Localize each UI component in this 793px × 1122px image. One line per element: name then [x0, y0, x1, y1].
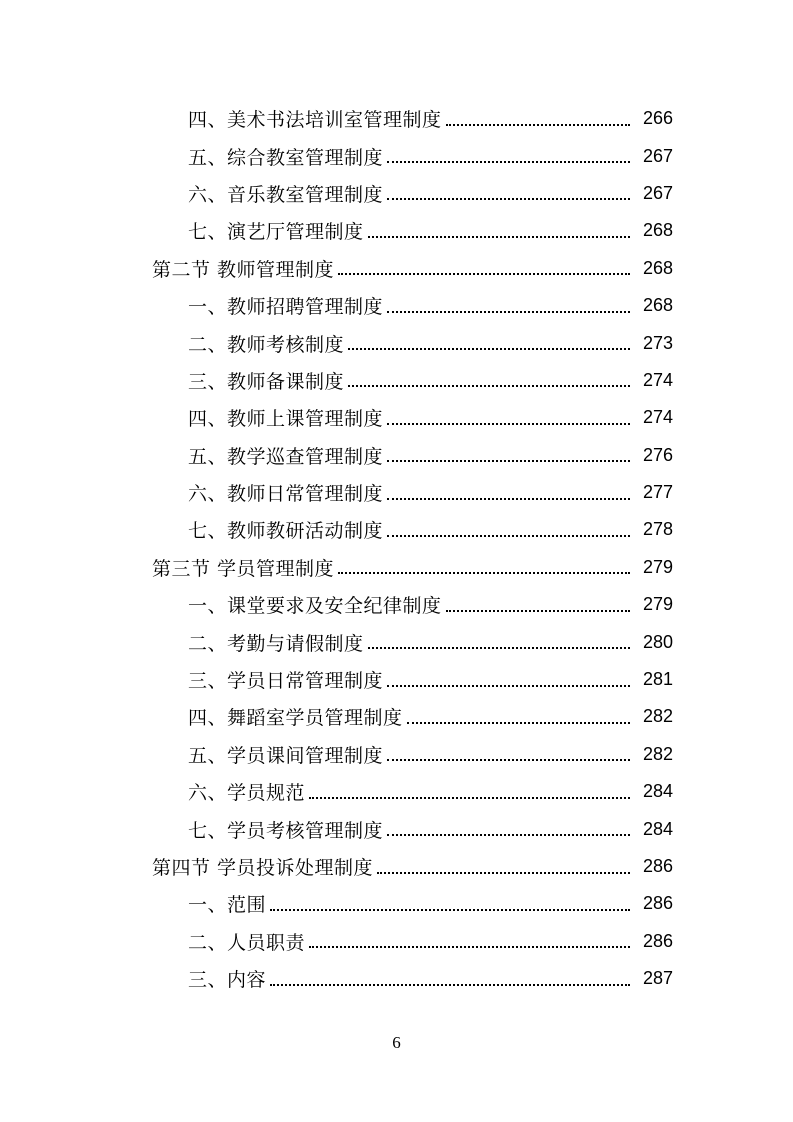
toc-dot-leader — [387, 685, 630, 687]
toc-entry-page: 279 — [642, 556, 673, 577]
toc-dot-leader — [309, 946, 630, 948]
toc-subsection-entry[interactable] — [0, 362, 793, 399]
toc-entry-label: 四、舞蹈室学员管理制度 — [188, 707, 403, 730]
toc-subsection-entry[interactable] — [0, 923, 793, 960]
toc-entry-page: 273 — [642, 332, 673, 353]
toc-entry-label: 二、考勤与请假制度 — [188, 632, 364, 655]
toc-entry-label: 第三节 学员管理制度 — [152, 557, 335, 580]
toc-subsection-entry[interactable] — [0, 885, 793, 922]
toc-entry-page: 284 — [642, 781, 673, 802]
toc-entry-label: 第二节 教师管理制度 — [152, 258, 335, 281]
toc-dot-leader — [387, 834, 630, 836]
toc-subsection-entry[interactable] — [0, 960, 793, 997]
toc-subsection-entry[interactable] — [0, 287, 793, 324]
toc-entry-page: 284 — [642, 818, 673, 839]
toc-subsection-entry[interactable] — [0, 175, 793, 212]
toc-dot-leader — [377, 872, 630, 874]
toc-subsection-entry[interactable] — [0, 437, 793, 474]
toc-subsection-entry[interactable] — [0, 623, 793, 660]
toc-entry-label: 三、教师备课制度 — [188, 370, 345, 393]
toc-entry-page: 274 — [642, 407, 673, 428]
toc-dot-leader — [387, 198, 630, 200]
toc-entry-page: 268 — [642, 295, 673, 316]
toc-dot-leader — [387, 423, 630, 425]
toc-entry-label: 五、综合教室管理制度 — [188, 146, 384, 169]
toc-dot-leader — [270, 984, 630, 986]
toc-entry-page: 280 — [642, 631, 673, 652]
toc-entry-label: 三、学员日常管理制度 — [188, 670, 384, 693]
table-of-contents — [0, 100, 793, 997]
toc-dot-leader — [387, 535, 630, 537]
toc-dot-leader — [270, 909, 630, 911]
toc-entry-page: 278 — [642, 519, 673, 540]
toc-subsection-entry[interactable] — [0, 736, 793, 773]
toc-subsection-entry[interactable] — [0, 661, 793, 698]
toc-section-entry[interactable] — [0, 549, 793, 586]
toc-entry-page: 286 — [642, 856, 673, 876]
toc-dot-leader — [387, 161, 630, 163]
toc-entry-label: 二、人员职责 — [188, 931, 306, 954]
toc-entry-label: 六、学员规范 — [188, 782, 306, 805]
toc-entry-label: 六、教师日常管理制度 — [188, 483, 384, 506]
toc-entry-page: 287 — [642, 968, 673, 989]
toc-entry-label: 一、课堂要求及安全纪律制度 — [188, 595, 442, 618]
toc-subsection-entry[interactable] — [0, 137, 793, 174]
toc-dot-leader — [407, 722, 630, 724]
toc-entry-page: 286 — [642, 893, 673, 914]
toc-subsection-entry[interactable] — [0, 773, 793, 810]
toc-entry-page: 276 — [642, 444, 673, 465]
toc-subsection-entry[interactable] — [0, 474, 793, 511]
toc-entry-label: 七、学员考核管理制度 — [188, 819, 384, 842]
toc-entry-label: 一、范围 — [188, 894, 267, 917]
toc-subsection-entry[interactable] — [0, 324, 793, 361]
page-number: 6 — [392, 1033, 401, 1052]
toc-entry-page: 267 — [642, 182, 673, 203]
toc-dot-leader — [387, 311, 630, 313]
toc-subsection-entry[interactable] — [0, 399, 793, 436]
toc-entry-label: 二、教师考核制度 — [188, 333, 345, 356]
toc-dot-leader — [309, 797, 630, 799]
toc-entry-label: 五、学员课间管理制度 — [188, 744, 384, 767]
toc-section-entry[interactable] — [0, 848, 793, 885]
toc-section-entry[interactable] — [0, 250, 793, 287]
toc-subsection-entry[interactable] — [0, 212, 793, 249]
toc-dot-leader — [387, 460, 630, 462]
toc-entry-page: 277 — [642, 482, 673, 503]
toc-dot-leader — [446, 124, 630, 126]
toc-entry-page: 282 — [642, 706, 673, 727]
toc-entry-label: 三、内容 — [188, 969, 267, 992]
toc-dot-leader — [387, 498, 630, 500]
toc-entry-label: 五、教学巡查管理制度 — [188, 445, 384, 468]
toc-entry-label: 六、音乐教室管理制度 — [188, 183, 384, 206]
toc-dot-leader — [387, 759, 630, 761]
toc-entry-label: 四、教师上课管理制度 — [188, 408, 384, 431]
toc-dot-leader — [368, 647, 630, 649]
toc-entry-page: 279 — [642, 594, 673, 615]
toc-subsection-entry[interactable] — [0, 810, 793, 847]
toc-entry-page: 286 — [642, 930, 673, 951]
toc-entry-label: 七、演艺厅管理制度 — [188, 221, 364, 244]
toc-dot-leader — [368, 236, 630, 238]
toc-entry-page: 268 — [642, 220, 673, 241]
toc-entry-page: 274 — [642, 369, 673, 390]
toc-subsection-entry[interactable] — [0, 511, 793, 548]
toc-dot-leader — [348, 385, 630, 387]
toc-dot-leader — [338, 572, 630, 574]
toc-entry-page: 266 — [642, 108, 673, 129]
toc-subsection-entry[interactable] — [0, 100, 793, 137]
toc-entry-label: 一、教师招聘管理制度 — [188, 296, 384, 319]
toc-entry-label: 第四节 学员投诉处理制度 — [152, 857, 374, 879]
toc-subsection-entry[interactable] — [0, 698, 793, 735]
toc-entry-label: 七、教师教研活动制度 — [188, 520, 384, 543]
toc-dot-leader — [446, 610, 630, 612]
toc-dot-leader — [348, 348, 630, 350]
toc-dot-leader — [338, 273, 630, 275]
toc-entry-page: 267 — [642, 145, 673, 166]
toc-subsection-entry[interactable] — [0, 586, 793, 623]
toc-entry-page: 281 — [642, 669, 673, 690]
toc-entry-page: 282 — [642, 743, 673, 764]
toc-entry-label: 四、美术书法培训室管理制度 — [188, 109, 442, 132]
toc-entry-page: 268 — [642, 257, 673, 278]
